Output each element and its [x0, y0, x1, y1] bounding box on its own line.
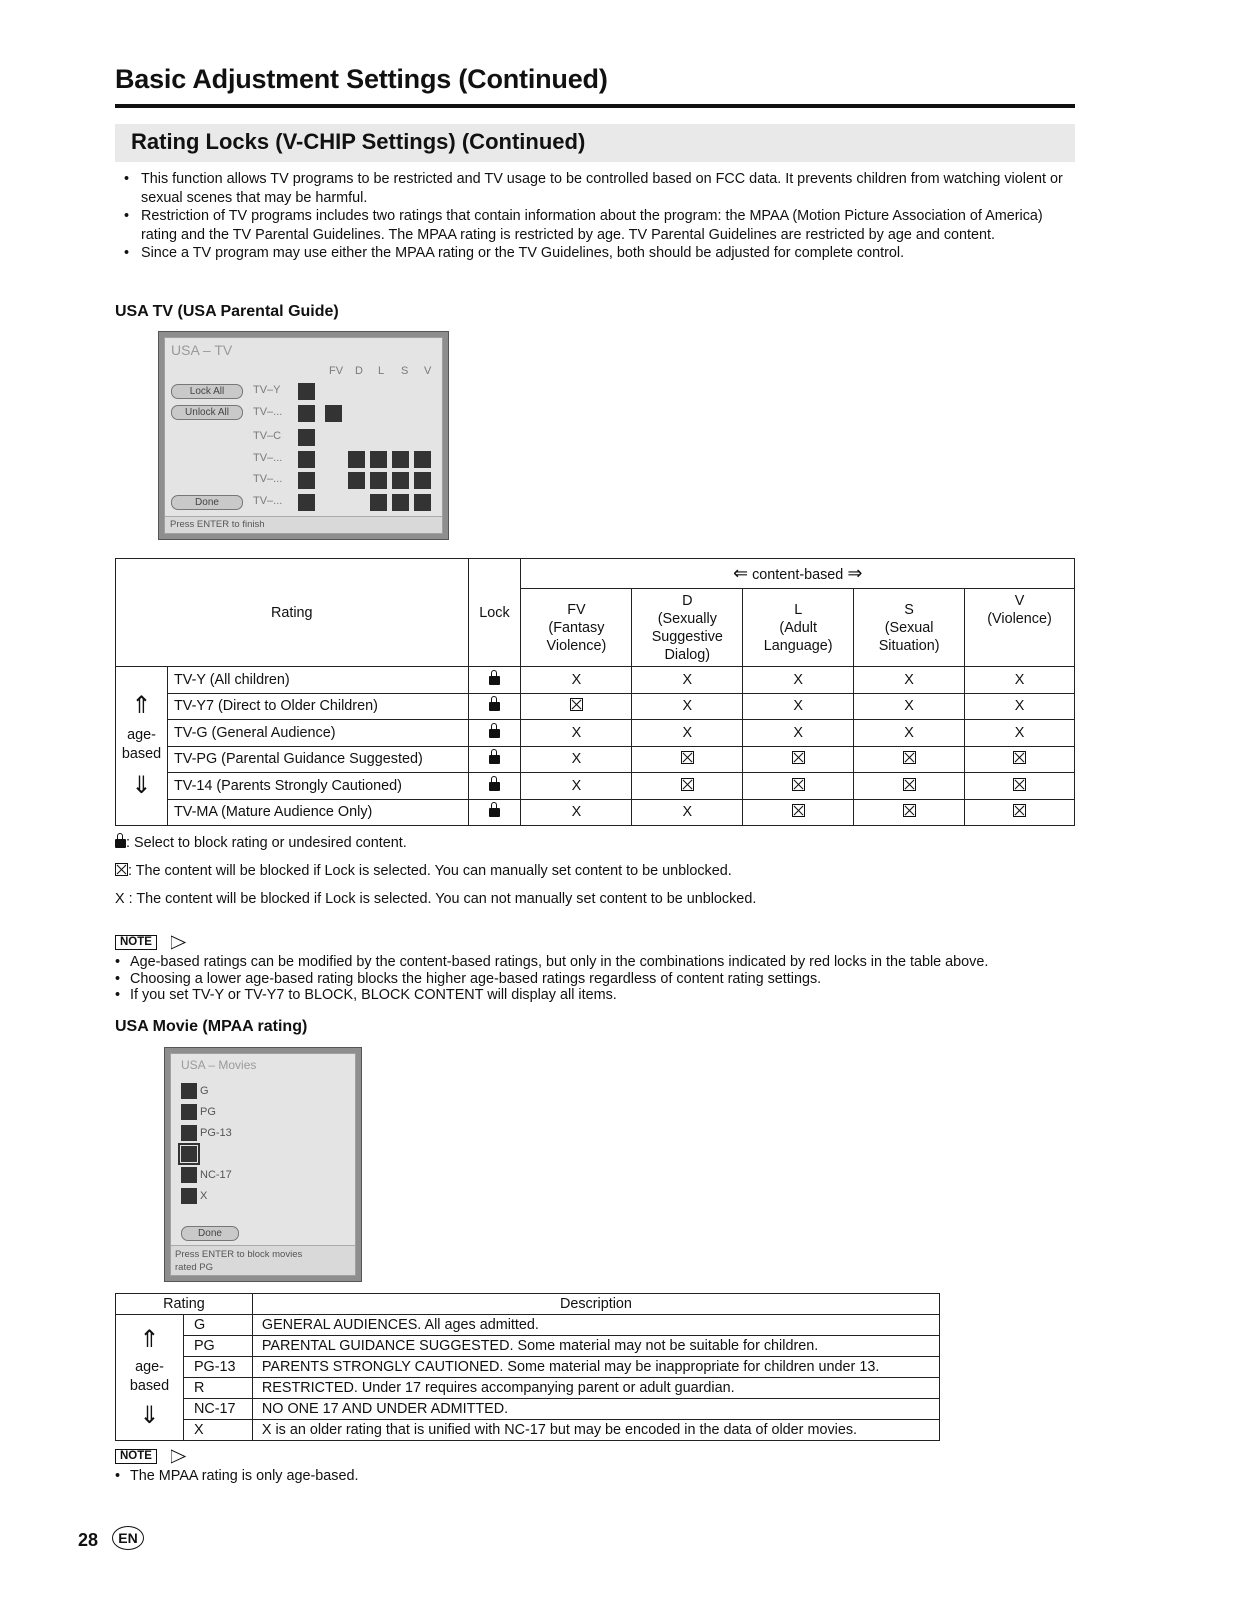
boxed-x-icon [792, 804, 805, 817]
mpaa-row [116, 1378, 940, 1399]
boxed-x-icon [1013, 751, 1026, 764]
screen-col-l: L [378, 365, 385, 377]
note-arrow-icon [171, 1449, 187, 1464]
mpaa-desc-header: Description [252, 1294, 939, 1315]
note-item: • Choosing a lower age-based rating blocks the higher age-based ratings regardless of content rating settings. [115, 971, 1075, 988]
content-cell [854, 799, 965, 826]
content-cell: X [743, 693, 854, 720]
content-cell: X [632, 720, 743, 747]
intro-bullet: • Restriction of TV programs includes two ratings that contain information about the program: the MPAA (Motion Picture Association of America) rating and the TV Parental Guidelines. The MPAA rating is restricted by age. TV Parental Guidelines are restricted by age and content. [115, 207, 1070, 244]
tv-rating-row [116, 746, 1075, 773]
lock-square[interactable] [392, 494, 409, 511]
mpaa-row [116, 1399, 940, 1420]
note-item: • The MPAA rating is only age-based. [115, 1468, 1075, 1485]
content-cell [521, 693, 632, 720]
col-header-s [854, 589, 965, 667]
content-cell: X [854, 693, 965, 720]
screen-row-label: TV–... [253, 452, 283, 464]
boxed-x-icon [1013, 778, 1026, 791]
movie-done-button[interactable]: Done [181, 1226, 239, 1241]
mpaa-description: RESTRICTED. Under 17 requires accompanying parent or adult guardian. [252, 1378, 939, 1399]
lock-icon [489, 729, 500, 738]
boxed-x-icon [903, 751, 916, 764]
content-cell [743, 799, 854, 826]
usa-movie-screenshot [164, 1047, 362, 1282]
lock-square[interactable] [298, 429, 315, 446]
rating-name: TV-14 (Parents Strongly Cautioned) [167, 773, 468, 800]
col-header-fv [521, 589, 632, 667]
lock-square[interactable] [370, 494, 387, 511]
lock-square[interactable] [298, 472, 315, 489]
mpaa-rating: PG-13 [183, 1357, 252, 1378]
legend-lock-text: : Select to block rating or undesired content. [126, 835, 407, 851]
lock-cell [468, 746, 521, 773]
col-desc: Situation) [878, 637, 940, 654]
col-desc: Violence) [546, 637, 607, 654]
mpaa-rating: R [183, 1378, 252, 1399]
lock-square[interactable] [298, 383, 315, 400]
age-based-cell [116, 667, 168, 826]
mpaa-rating: NC-17 [183, 1399, 252, 1420]
content-cell: X [743, 667, 854, 694]
boxed-x-icon [681, 778, 694, 791]
col-desc: (Sexual [884, 619, 934, 636]
screen-row-label: TV–Y [253, 384, 281, 396]
col-desc: (Fantasy [548, 619, 605, 636]
content-cell: X [521, 799, 632, 826]
content-cell: X [632, 693, 743, 720]
content-cell: X [965, 720, 1075, 747]
mpaa-description: NO ONE 17 AND UNDER ADMITTED. [252, 1399, 939, 1420]
content-cell: X [521, 773, 632, 800]
movie-lock-square[interactable] [181, 1188, 197, 1204]
mpaa-description: PARENTS STRONGLY CAUTIONED. Some material may be inappropriate for children under 13. [252, 1357, 939, 1378]
lock-square[interactable] [348, 451, 365, 468]
lock-square[interactable] [414, 451, 431, 468]
col-code: S [904, 601, 914, 618]
intro-bullets [115, 170, 1070, 263]
lock-square[interactable] [325, 405, 342, 422]
movie-lock-square-selected[interactable] [181, 1146, 197, 1162]
usa-tv-screenshot [158, 331, 449, 540]
col-code: L [794, 601, 803, 618]
col-header-v [965, 589, 1075, 667]
lock-cell [468, 773, 521, 800]
done-button[interactable]: Done [171, 495, 243, 510]
movie-screen-title: USA – Movies [181, 1058, 257, 1072]
boxed-x-icon [903, 778, 916, 791]
lock-square[interactable] [392, 451, 409, 468]
boxed-x-icon [115, 863, 128, 876]
tv-rating-row [116, 720, 1075, 747]
col-desc: (Adult [779, 619, 817, 636]
boxed-x-icon [1013, 804, 1026, 817]
tv-rating-row [116, 799, 1075, 826]
tv-rating-row [116, 773, 1075, 800]
screen-col-s: S [401, 365, 409, 377]
movie-item-label: G [200, 1085, 209, 1097]
unlock-all-button[interactable]: Unlock All [171, 405, 243, 420]
mpaa-row [116, 1315, 940, 1336]
content-based-header [521, 559, 1075, 589]
content-cell: X [743, 720, 854, 747]
screen-col-d: D [355, 365, 363, 377]
lock-header: Lock [468, 559, 521, 667]
content-based-label: content-based [752, 567, 844, 583]
title-rule [115, 104, 1075, 108]
mpaa-description: GENERAL AUDIENCES. All ages admitted. [252, 1315, 939, 1336]
movie-item-label: PG [200, 1106, 216, 1118]
legend-lock [115, 835, 407, 851]
legend-box-text: : The content will be blocked if Lock is selected. You can manually set content to be unblocked. [128, 863, 732, 879]
movie-item-label: PG-13 [200, 1127, 232, 1139]
mpaa-rating: G [183, 1315, 252, 1336]
content-cell: X [521, 667, 632, 694]
col-desc: (Violence) [987, 611, 1052, 627]
age-based-label: age- [127, 727, 156, 743]
lock-cell [468, 667, 521, 694]
mpaa-rating-table [115, 1293, 940, 1441]
content-cell: X [854, 720, 965, 747]
movie-lock-square[interactable] [181, 1104, 197, 1120]
screen-row-label: TV–C [253, 430, 282, 442]
section-title: Rating Locks (V-CHIP Settings) (Continued) [131, 129, 586, 154]
content-cell: X [854, 667, 965, 694]
lock-square[interactable] [392, 472, 409, 489]
tv-rating-table [115, 558, 1075, 826]
arrow-down-icon: ⇓ [131, 772, 152, 799]
intro-bullet: • Since a TV program may use either the MPAA rating or the TV Guidelines, both should be adjusted for complete control. [115, 244, 1070, 263]
mpaa-row [116, 1336, 940, 1357]
tv-notes [115, 954, 1075, 1004]
content-cell [965, 746, 1075, 773]
usa-tv-heading: USA TV (USA Parental Guide) [115, 303, 339, 320]
boxed-x-icon [792, 751, 805, 764]
mpaa-row [116, 1357, 940, 1378]
boxed-x-icon [903, 804, 916, 817]
mpaa-description: PARENTAL GUIDANCE SUGGESTED. Some material may not be suitable for children. [252, 1336, 939, 1357]
screen-row-label: TV–... [253, 495, 283, 507]
lock-square[interactable] [298, 494, 315, 511]
lock-cell [468, 799, 521, 826]
legend-x: X : The content will be blocked if Lock is selected. You can not manually set content to be unblocked. [115, 891, 757, 907]
col-code: FV [567, 601, 586, 618]
page-number: 28 [78, 1530, 99, 1550]
lock-square[interactable] [348, 472, 365, 489]
col-desc: (Sexually [657, 610, 717, 627]
col-code: D [682, 592, 693, 609]
movie-status-line: Press ENTER to block movies [175, 1249, 303, 1260]
content-cell: X [965, 667, 1075, 694]
col-desc: Dialog) [664, 646, 711, 663]
content-cell [632, 773, 743, 800]
movie-lock-square[interactable] [181, 1083, 197, 1099]
arrow-down-icon: ⇓ [139, 1401, 160, 1429]
tv-rating-row [116, 693, 1075, 720]
content-cell [743, 746, 854, 773]
age-based-label: based [129, 1377, 170, 1394]
rating-header: Rating [116, 559, 469, 667]
movie-notes [115, 1468, 1075, 1485]
content-cell [965, 773, 1075, 800]
content-cell: X [521, 720, 632, 747]
screen-row-label: TV–... [253, 473, 283, 485]
content-cell [632, 746, 743, 773]
screen-col-v: V [424, 365, 432, 377]
movie-item-label: NC-17 [200, 1169, 232, 1181]
content-cell [965, 799, 1075, 826]
content-cell: X [965, 693, 1075, 720]
rating-name: TV-Y7 (Direct to Older Children) [167, 693, 468, 720]
mpaa-age-based-cell [116, 1315, 184, 1441]
note-label: NOTE [115, 1449, 157, 1464]
content-cell: X [632, 667, 743, 694]
lock-icon [489, 755, 500, 764]
screen-status-bar: Press ENTER to finish [165, 516, 442, 533]
tv-rating-row [116, 667, 1075, 694]
usa-movie-heading: USA Movie (MPAA rating) [115, 1018, 308, 1035]
rating-name: TV-G (General Audience) [167, 720, 468, 747]
lock-all-button[interactable]: Lock All [171, 384, 243, 399]
note-item: • If you set TV-Y or TV-Y7 to BLOCK, BLOCK CONTENT will display all items. [115, 987, 1075, 1004]
screen-row-label: TV–... [253, 406, 283, 418]
mpaa-description: X is an older rating that is unified with NC-17 but may be encoded in the data of older movies. [252, 1420, 939, 1441]
lock-icon [489, 676, 500, 685]
age-based-label: age- [135, 1358, 164, 1375]
content-cell: X [521, 746, 632, 773]
lock-cell [468, 693, 521, 720]
arrow-up-icon: ⇑ [131, 692, 152, 719]
age-based-label: based [121, 746, 162, 762]
screen-col-fv: FV [329, 365, 344, 377]
note-item: • Age-based ratings can be modified by the content-based ratings, but only in the combinations indicated by red locks in the table above. [115, 954, 1075, 971]
lock-icon [489, 702, 500, 711]
language-badge: EN [112, 1526, 144, 1550]
boxed-x-icon [681, 751, 694, 764]
legend-box [115, 863, 732, 879]
lock-square[interactable] [370, 451, 387, 468]
mpaa-rating-header: Rating [116, 1294, 253, 1315]
movie-item-label: X [200, 1190, 208, 1202]
movie-status-line: rated PG [175, 1262, 214, 1273]
page-title: Basic Adjustment Settings (Continued) [115, 64, 608, 94]
note-label: NOTE [115, 935, 157, 950]
col-code: V [1014, 593, 1025, 609]
col-desc: Suggestive [651, 628, 723, 645]
movie-lock-square[interactable] [181, 1167, 197, 1183]
intro-bullet: • This function allows TV programs to be restricted and TV usage to be controlled based on FCC data. It prevents children from watching violent or sexual scenes that may be harmful. [115, 170, 1070, 207]
lock-icon [115, 839, 126, 848]
boxed-x-icon [792, 778, 805, 791]
content-cell [743, 773, 854, 800]
content-cell [854, 773, 965, 800]
lock-square[interactable] [298, 405, 315, 422]
lock-square[interactable] [370, 472, 387, 489]
screen-title: USA – TV [171, 342, 233, 358]
lock-icon [489, 808, 500, 817]
rating-name: TV-MA (Mature Audience Only) [167, 799, 468, 826]
content-cell [854, 746, 965, 773]
note-arrow-icon [171, 935, 187, 950]
col-header-d [632, 589, 743, 667]
rating-name: TV-Y (All children) [167, 667, 468, 694]
lock-square[interactable] [414, 494, 431, 511]
rating-name: TV-PG (Parental Guidance Suggested) [167, 746, 468, 773]
lock-square[interactable] [298, 451, 315, 468]
mpaa-rating: X [183, 1420, 252, 1441]
lock-cell [468, 720, 521, 747]
col-desc: Language) [763, 637, 833, 654]
col-header-l [743, 589, 854, 667]
movie-status-bar [171, 1245, 355, 1275]
content-cell: X [632, 799, 743, 826]
mpaa-row [116, 1420, 940, 1441]
movie-lock-square[interactable] [181, 1125, 197, 1141]
lock-square[interactable] [414, 472, 431, 489]
boxed-x-icon [570, 698, 583, 711]
arrow-left-icon: ⇐ [733, 563, 749, 583]
arrow-up-icon: ⇑ [139, 1325, 160, 1353]
lock-icon [489, 782, 500, 791]
arrow-right-icon: ⇒ [847, 563, 863, 583]
mpaa-rating: PG [183, 1336, 252, 1357]
